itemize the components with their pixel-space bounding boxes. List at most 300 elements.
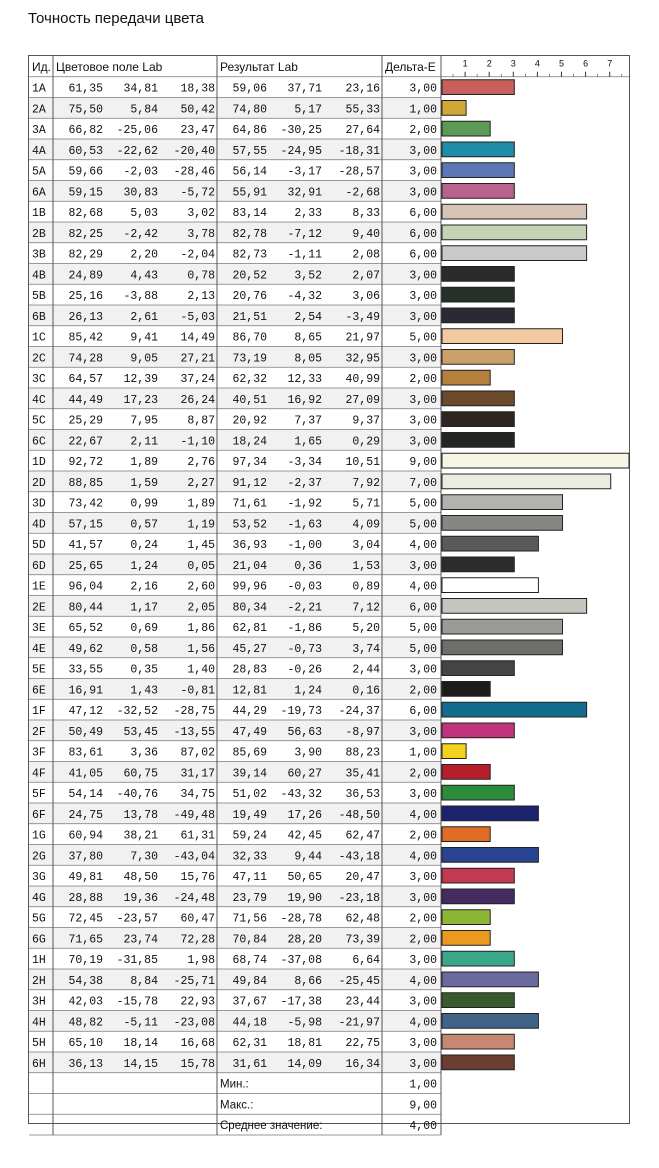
result-lab-value: -43,32 — [280, 788, 322, 802]
delta-e-label: 3,00 — [409, 1037, 437, 1051]
result-lab-value: 23,79 — [232, 891, 267, 905]
patch-lab-value: 1,56 — [187, 642, 215, 656]
delta-e-bar — [442, 972, 538, 987]
patch-lab-value: -5,03 — [180, 310, 215, 324]
patch-lab-value: 82,25 — [68, 227, 103, 241]
result-lab-value: 71,56 — [232, 912, 267, 926]
result-lab-value: 1,24 — [294, 684, 322, 698]
delta-e-label: 3,00 — [409, 1057, 437, 1071]
patch-lab-value: 2,27 — [187, 476, 215, 490]
delta-e-bar — [442, 329, 563, 344]
patch-lab-value: 60,53 — [68, 144, 103, 158]
patch-lab-value: 1,98 — [187, 954, 215, 968]
row-id: 2F — [32, 725, 46, 739]
row-id: 1C — [32, 331, 46, 345]
delta-e-label: 5,00 — [409, 642, 437, 656]
result-lab-value: 37,67 — [232, 995, 267, 1009]
row-id: 4A — [32, 144, 46, 158]
row-id: 3H — [32, 995, 46, 1009]
row-id: 3F — [32, 746, 46, 760]
delta-e-label: 4,00 — [409, 580, 437, 594]
delta-e-bar — [442, 765, 490, 780]
row-id: 5G — [32, 912, 46, 926]
delta-e-label: 3,00 — [409, 414, 437, 428]
patch-lab-value: 2,11 — [130, 435, 158, 449]
result-lab-value: -23,18 — [338, 891, 380, 905]
result-lab-value: -2,37 — [287, 476, 322, 490]
delta-e-label: 5,00 — [409, 497, 437, 511]
patch-lab-value: 8,84 — [130, 974, 158, 988]
result-lab-value: 97,34 — [232, 456, 267, 470]
patch-lab-value: 44,49 — [68, 393, 103, 407]
row-id: 4D — [32, 518, 46, 532]
result-lab-value: 45,27 — [232, 642, 267, 656]
patch-lab-value: 41,05 — [68, 767, 103, 781]
delta-e-bar — [442, 474, 611, 489]
patch-lab-value: 5,84 — [130, 103, 158, 117]
patch-lab-value: -15,78 — [116, 995, 158, 1009]
row-id: 1F — [32, 705, 46, 719]
patch-lab-value: 0,69 — [130, 622, 158, 636]
result-lab-value: 0,29 — [352, 435, 380, 449]
patch-lab-value: 71,65 — [68, 933, 103, 947]
patch-lab-value: 34,75 — [180, 788, 215, 802]
result-lab-value: 73,39 — [345, 933, 380, 947]
patch-lab-value: 59,15 — [68, 186, 103, 200]
row-id: 2C — [32, 352, 46, 366]
delta-e-label: 3,00 — [409, 663, 437, 677]
row-id: 5F — [32, 788, 46, 802]
patch-lab-value: 22,67 — [68, 435, 103, 449]
patch-lab-value: -5,11 — [123, 1016, 158, 1030]
delta-e-bar — [442, 516, 563, 531]
patch-lab-value: 0,99 — [130, 497, 158, 511]
header-delta: Дельта-E — [385, 59, 436, 74]
patch-lab-value: 2,13 — [187, 290, 215, 304]
result-lab-value: 60,27 — [287, 767, 322, 781]
patch-lab-value: -13,55 — [173, 725, 215, 739]
patch-lab-value: 2,60 — [187, 580, 215, 594]
patch-lab-value: 0,35 — [130, 663, 158, 677]
delta-e-bar — [442, 806, 538, 821]
result-lab-value: 37,71 — [287, 82, 322, 96]
result-lab-value: 8,65 — [294, 331, 322, 345]
patch-lab-value: 26,24 — [180, 393, 215, 407]
patch-lab-value: 0,78 — [187, 269, 215, 283]
delta-e-bar — [442, 184, 514, 199]
patch-lab-value: 9,05 — [130, 352, 158, 366]
delta-e-bar — [442, 640, 563, 655]
row-id: 5A — [32, 165, 46, 179]
patch-lab-value: 2,05 — [187, 601, 215, 615]
result-lab-value: 22,75 — [345, 1037, 380, 1051]
result-lab-value: 0,89 — [352, 580, 380, 594]
patch-lab-value: 59,66 — [68, 165, 103, 179]
patch-lab-value: 1,43 — [130, 684, 158, 698]
patch-lab-value: 36,13 — [68, 1057, 103, 1071]
result-lab-value: 10,51 — [345, 456, 380, 470]
result-lab-value: 6,64 — [352, 954, 380, 968]
patch-lab-value: 13,78 — [123, 808, 158, 822]
patch-lab-value: 72,45 — [68, 912, 103, 926]
row-id: 4B — [32, 269, 46, 283]
result-lab-value: 36,93 — [232, 539, 267, 553]
patch-lab-value: 60,94 — [68, 829, 103, 843]
patch-lab-value: 38,21 — [123, 829, 158, 843]
delta-e-label: 3,00 — [409, 144, 437, 158]
patch-lab-value: 17,23 — [123, 393, 158, 407]
patch-lab-value: 66,82 — [68, 124, 103, 138]
delta-e-label: 3,00 — [409, 269, 437, 283]
result-lab-value: 18,81 — [287, 1037, 322, 1051]
delta-e-label: 2,00 — [409, 829, 437, 843]
row-id: 6B — [32, 310, 46, 324]
result-lab-value: 5,71 — [352, 497, 380, 511]
patch-lab-value: 5,03 — [130, 207, 158, 221]
patch-lab-value: 24,75 — [68, 808, 103, 822]
result-lab-value: 74,80 — [232, 103, 267, 117]
result-lab-value: 21,04 — [232, 559, 267, 573]
patch-lab-value: 65,52 — [68, 622, 103, 636]
row-id: 6H — [32, 1057, 46, 1071]
result-lab-value: 8,66 — [294, 974, 322, 988]
patch-lab-value: 23,74 — [123, 933, 158, 947]
patch-lab-value: 54,38 — [68, 974, 103, 988]
scale-tick-label: 4 — [534, 58, 540, 69]
patch-lab-value: -23,57 — [116, 912, 158, 926]
result-lab-value: 12,81 — [232, 684, 267, 698]
delta-e-label: 1,00 — [409, 103, 437, 117]
patch-lab-value: 15,76 — [180, 871, 215, 885]
result-lab-value: 71,61 — [232, 497, 267, 511]
result-lab-value: -24,37 — [338, 705, 380, 719]
row-id: 1A — [32, 82, 46, 96]
scale-tick-label: 5 — [559, 58, 565, 69]
row-id: 4C — [32, 393, 46, 407]
patch-lab-value: 14,49 — [180, 331, 215, 345]
delta-e-bar — [442, 993, 514, 1008]
result-lab-value: -8,97 — [345, 725, 380, 739]
patch-lab-value: 85,42 — [68, 331, 103, 345]
delta-e-bar — [442, 142, 514, 157]
patch-lab-value: 7,95 — [130, 414, 158, 428]
result-lab-value: -1,86 — [287, 622, 322, 636]
result-lab-value: 88,23 — [345, 746, 380, 760]
result-lab-value: 62,31 — [232, 1037, 267, 1051]
result-lab-value: -28,57 — [338, 165, 380, 179]
patch-lab-value: 70,19 — [68, 954, 103, 968]
result-lab-value: -7,12 — [287, 227, 322, 241]
delta-e-bar — [442, 391, 514, 406]
delta-e-label: 3,00 — [409, 310, 437, 324]
patch-lab-value: 18,38 — [180, 82, 215, 96]
row-id: 3A — [32, 124, 46, 138]
patch-lab-value: 3,36 — [130, 746, 158, 760]
result-lab-value: 9,44 — [294, 850, 322, 864]
row-id: 2D — [32, 476, 46, 490]
result-lab-value: 14,09 — [287, 1057, 322, 1071]
patch-lab-value: -3,88 — [123, 290, 158, 304]
delta-e-label: 7,00 — [409, 476, 437, 490]
delta-e-label: 5,00 — [409, 331, 437, 345]
delta-e-label: 6,00 — [409, 705, 437, 719]
result-lab-value: 56,63 — [287, 725, 322, 739]
delta-e-label: 1,00 — [409, 746, 437, 760]
patch-lab-value: -28,75 — [173, 705, 215, 719]
patch-lab-value: 48,82 — [68, 1016, 103, 1030]
patch-lab-value: 12,39 — [123, 373, 158, 387]
result-lab-value: -21,97 — [338, 1016, 380, 1030]
scale-tick-label: 1 — [462, 58, 468, 69]
patch-lab-value: 16,91 — [68, 684, 103, 698]
result-lab-value: 20,52 — [232, 269, 267, 283]
patch-lab-value: -28,46 — [173, 165, 215, 179]
patch-lab-value: 1,45 — [187, 539, 215, 553]
result-lab-value: 5,20 — [352, 622, 380, 636]
row-id: 6E — [32, 684, 46, 698]
delta-e-bar — [442, 1014, 538, 1029]
patch-lab-value: 83,61 — [68, 746, 103, 760]
delta-e-bar — [442, 287, 514, 302]
row-id: 6G — [32, 933, 46, 947]
result-lab-value: 9,40 — [352, 227, 380, 241]
delta-e-label: 4,00 — [409, 539, 437, 553]
patch-lab-value: 74,28 — [68, 352, 103, 366]
result-lab-value: -1,11 — [287, 248, 322, 262]
result-lab-value: 51,02 — [232, 788, 267, 802]
patch-lab-value: 25,65 — [68, 559, 103, 573]
patch-lab-value: 7,30 — [130, 850, 158, 864]
patch-lab-value: 15,78 — [180, 1057, 215, 1071]
delta-e-bar — [442, 308, 514, 323]
patch-lab-value: 88,85 — [68, 476, 103, 490]
delta-e-bar — [442, 951, 514, 966]
patch-lab-value: -20,40 — [173, 144, 215, 158]
result-lab-value: -43,18 — [338, 850, 380, 864]
result-lab-value: 7,12 — [352, 601, 380, 615]
result-lab-value: 2,33 — [294, 207, 322, 221]
result-lab-value: 7,92 — [352, 476, 380, 490]
row-id: 1E — [32, 580, 46, 594]
delta-e-label: 3,00 — [409, 290, 437, 304]
delta-e-label: 9,00 — [409, 456, 437, 470]
patch-lab-value: 72,28 — [180, 933, 215, 947]
result-lab-value: 2,07 — [352, 269, 380, 283]
patch-lab-value: 2,20 — [130, 248, 158, 262]
result-lab-value: 40,51 — [232, 393, 267, 407]
result-lab-value: -1,92 — [287, 497, 322, 511]
result-lab-value: -5,98 — [287, 1016, 322, 1030]
result-lab-value: 64,86 — [232, 124, 267, 138]
result-lab-value: 56,14 — [232, 165, 267, 179]
patch-lab-value: -2,03 — [123, 165, 158, 179]
patch-lab-value: -25,06 — [116, 124, 158, 138]
result-lab-value: 82,78 — [232, 227, 267, 241]
delta-e-label: 3,00 — [409, 995, 437, 1009]
delta-e-bar — [442, 163, 514, 178]
patch-lab-value: 9,41 — [130, 331, 158, 345]
patch-lab-value: 0,24 — [130, 539, 158, 553]
header-patch: Цветовое поле Lab — [56, 59, 163, 74]
patch-lab-value: 4,43 — [130, 269, 158, 283]
patch-lab-value: 1,89 — [130, 456, 158, 470]
patch-lab-value: 65,10 — [68, 1037, 103, 1051]
result-lab-value: 3,04 — [352, 539, 380, 553]
delta-e-bar — [442, 1034, 514, 1049]
delta-e-bar — [442, 80, 514, 95]
result-lab-value: 31,61 — [232, 1057, 267, 1071]
delta-e-bar — [442, 744, 466, 759]
result-lab-value: 1,53 — [352, 559, 380, 573]
result-lab-value: -18,31 — [338, 144, 380, 158]
delta-e-label: 2,00 — [409, 124, 437, 138]
summary-label: Макс.: — [220, 1099, 254, 1112]
patch-lab-value: 28,88 — [68, 891, 103, 905]
result-lab-value: 36,53 — [345, 788, 380, 802]
row-id: 1B — [32, 207, 46, 221]
patch-lab-value: 60,47 — [180, 912, 215, 926]
delta-e-bar — [442, 412, 514, 427]
delta-e-bar — [442, 495, 563, 510]
row-id: 4G — [32, 891, 46, 905]
result-lab-value: 5,17 — [294, 103, 322, 117]
summary-value: 9,00 — [409, 1099, 437, 1113]
patch-lab-value: 3,78 — [187, 227, 215, 241]
result-lab-value: 40,99 — [345, 373, 380, 387]
scale-tick-label: 3 — [510, 58, 516, 69]
result-lab-value: 16,34 — [345, 1057, 380, 1071]
result-lab-value: 0,36 — [294, 559, 322, 573]
delta-e-label: 4,00 — [409, 1016, 437, 1030]
row-id: 6A — [32, 186, 46, 200]
patch-lab-value: 25,29 — [68, 414, 103, 428]
result-lab-value: 32,95 — [345, 352, 380, 366]
patch-lab-value: 53,45 — [123, 725, 158, 739]
result-lab-value: -0,26 — [287, 663, 322, 677]
summary-value: 4,00 — [409, 1120, 437, 1134]
row-id: 6D — [32, 559, 46, 573]
result-lab-value: 3,74 — [352, 642, 380, 656]
result-lab-value: 4,09 — [352, 518, 380, 532]
delta-e-bar — [442, 661, 514, 676]
result-lab-value: 35,41 — [345, 767, 380, 781]
result-lab-value: 83,14 — [232, 207, 267, 221]
result-lab-value: 12,33 — [287, 373, 322, 387]
patch-lab-value: 14,15 — [123, 1057, 158, 1071]
patch-lab-value: 1,86 — [187, 622, 215, 636]
patch-lab-value: 0,57 — [130, 518, 158, 532]
row-id: 3E — [32, 622, 46, 636]
result-lab-value: -1,63 — [287, 518, 322, 532]
delta-e-label: 3,00 — [409, 186, 437, 200]
delta-e-bar — [442, 433, 514, 448]
patch-lab-value: 8,87 — [187, 414, 215, 428]
patch-lab-value: 33,55 — [68, 663, 103, 677]
delta-e-label: 3,00 — [409, 559, 437, 573]
result-lab-value: 0,16 — [352, 684, 380, 698]
delta-e-bar — [442, 350, 514, 365]
row-id: 4H — [32, 1016, 46, 1030]
result-lab-value: 91,12 — [232, 476, 267, 490]
result-lab-value: -2,68 — [345, 186, 380, 200]
result-lab-value: 9,37 — [352, 414, 380, 428]
patch-lab-value: 75,50 — [68, 103, 103, 117]
patch-lab-value: -24,48 — [173, 891, 215, 905]
summary-value: 1,00 — [409, 1078, 437, 1092]
summary-label: Мин.: — [220, 1078, 249, 1091]
row-id: 1G — [32, 829, 46, 843]
patch-lab-value: 50,42 — [180, 103, 215, 117]
result-lab-value: 19,49 — [232, 808, 267, 822]
delta-e-bar — [442, 827, 490, 842]
patch-lab-value: 37,24 — [180, 373, 215, 387]
scale-tick-label: 2 — [486, 58, 492, 69]
result-lab-value: 99,96 — [232, 580, 267, 594]
result-lab-value: 3,52 — [294, 269, 322, 283]
result-lab-value: 2,08 — [352, 248, 380, 262]
delta-e-label: 6,00 — [409, 207, 437, 221]
delta-e-label: 6,00 — [409, 248, 437, 262]
result-lab-value: 17,26 — [287, 808, 322, 822]
result-lab-value: -19,73 — [280, 705, 322, 719]
result-lab-value: 80,34 — [232, 601, 267, 615]
result-lab-value: -3,17 — [287, 165, 322, 179]
delta-e-label: 3,00 — [409, 165, 437, 179]
result-lab-value: 68,74 — [232, 954, 267, 968]
result-lab-value: 27,64 — [345, 124, 380, 138]
patch-lab-value: 49,62 — [68, 642, 103, 656]
patch-lab-value: 92,72 — [68, 456, 103, 470]
row-id: 6F — [32, 808, 46, 822]
row-id: 3D — [32, 497, 46, 511]
result-lab-value: 49,84 — [232, 974, 267, 988]
result-lab-value: 42,45 — [287, 829, 322, 843]
delta-e-bar — [442, 204, 587, 219]
delta-e-bar — [442, 889, 514, 904]
result-lab-value: -28,78 — [280, 912, 322, 926]
patch-lab-value: 60,75 — [123, 767, 158, 781]
delta-e-label: 3,00 — [409, 725, 437, 739]
result-lab-value: 20,92 — [232, 414, 267, 428]
delta-e-bar — [442, 910, 490, 925]
row-id: 5C — [32, 414, 46, 428]
delta-e-label: 6,00 — [409, 601, 437, 615]
patch-lab-value: 0,58 — [130, 642, 158, 656]
patch-lab-value: -43,04 — [173, 850, 215, 864]
patch-lab-value: 26,13 — [68, 310, 103, 324]
result-lab-value: -3,49 — [345, 310, 380, 324]
patch-lab-value: 22,93 — [180, 995, 215, 1009]
result-lab-value: 32,91 — [287, 186, 322, 200]
patch-lab-value: -1,10 — [180, 435, 215, 449]
row-id: 5E — [32, 663, 46, 677]
result-lab-value: 18,24 — [232, 435, 267, 449]
page-title: Точность передачи цвета — [28, 10, 205, 27]
result-lab-value: 19,90 — [287, 891, 322, 905]
patch-lab-value: 82,68 — [68, 207, 103, 221]
result-lab-value: 44,18 — [232, 1016, 267, 1030]
result-lab-value: 59,06 — [232, 82, 267, 96]
row-id: 2G — [32, 850, 46, 864]
delta-e-label: 3,00 — [409, 393, 437, 407]
delta-e-bar — [442, 702, 587, 717]
patch-lab-value: 1,40 — [187, 663, 215, 677]
row-id: 2H — [32, 974, 46, 988]
delta-e-label: 4,00 — [409, 974, 437, 988]
patch-lab-value: 3,02 — [187, 207, 215, 221]
color-accuracy-chart — [29, 56, 629, 1134]
result-lab-value: 23,44 — [345, 995, 380, 1009]
